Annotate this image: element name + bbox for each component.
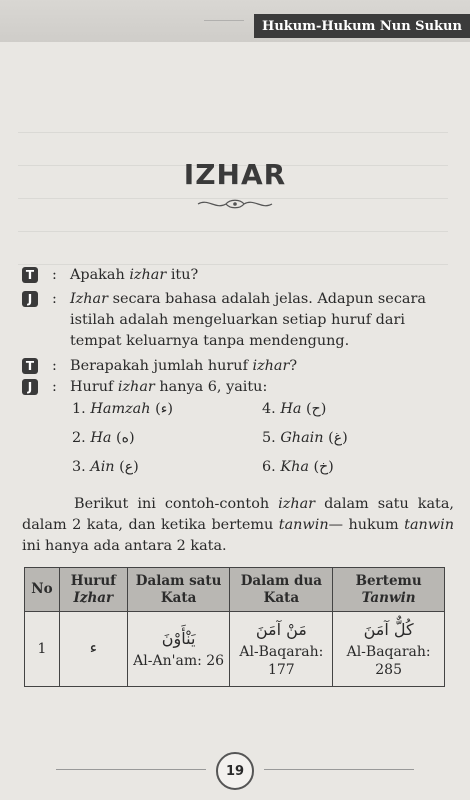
intro-paragraph: Berikut ini contoh-contoh izhar dalam satu kata, dalam 2 kata, dan ketika bertemu tanwin— hukum tanwin ini hanya ada antara 2 kata. — [22, 496, 454, 554]
table-header-row — [25, 568, 445, 612]
answer-badge: J — [22, 379, 38, 395]
col-header-no: No — [25, 568, 60, 612]
list-item: 1. Hamzah (ء) — [72, 401, 173, 417]
book-page: Hukum-Hukum Nun Sukun IZHAR T : Apakah izhar itu? J : Izhar secara bahasa adalah jelas. Adapun secara istilah adalah mengeluarkan setiap huruf dari tempat keluarnya tanpa mendengung. T : Berapakah jumlah huruf izhar? J : Huruf izhar hanya 6, yaitu: 1. Hamzah (ء) 4. Ha (ح) 2. Ha (ه) 5. Ghain (غ) 3. Ain (ع) 6. Kha (خ) Berikut ini contoh-contoh izhar dalam satu kata, dalam 2 kata, dan ketika bertemu tanwin— hukum tanwin ini hanya ada antara 2 kata. No Huruf Izhar Dalam satu Kata Dalam dua Kata Bertemu Tanwin 1 ء يَنْأَوْنَ Al-An'am: 26 مَنْ آمَنَ Al-Baqarah: 177 كُلٌّ آمَنَ Al-Baqarah: 285 19 — [0, 0, 470, 800]
footer-rule-right — [264, 769, 414, 770]
cell-satu-kata: يَنْأَوْنَ Al-An'am: 26 — [127, 612, 230, 687]
header-ornament — [204, 20, 244, 33]
col-header-huruf: Huruf Izhar — [59, 568, 127, 612]
list-item: 5. Ghain (غ) — [262, 430, 348, 446]
list-item: 4. Ha (ح) — [262, 401, 327, 417]
qa-text: Izhar secara bahasa adalah jelas. Adapun secara istilah adalah mengeluarkan setiap huruf dari tempat keluarnya tanpa mendengung. — [70, 291, 426, 349]
cell-tanwin: كُلٌّ آمَنَ Al-Baqarah: 285 — [333, 612, 445, 687]
cell-no: 1 — [25, 612, 60, 687]
chapter-title: Hukum-Hukum Nun Sukun — [254, 14, 470, 38]
page-number: 19 — [216, 752, 254, 790]
question-badge: T — [22, 267, 38, 283]
footer-rule-left — [56, 769, 206, 770]
col-header-tanwin: Bertemu Tanwin — [333, 568, 445, 612]
list-item: 6. Kha (خ) — [262, 459, 334, 475]
list-item: 2. Ha (ه) — [72, 430, 135, 446]
cell-huruf: ء — [59, 612, 127, 687]
qa-text: Huruf izhar hanya 6, yaitu: — [70, 379, 268, 395]
qa-text: Berapakah jumlah huruf izhar? — [70, 358, 298, 374]
izhar-examples-table — [24, 567, 445, 687]
running-header — [0, 0, 470, 42]
col-header-dua-kata: Dalam dua Kata — [230, 568, 333, 612]
izhar-letter-list — [72, 401, 452, 488]
col-header-satu-kata: Dalam satu Kata — [127, 568, 230, 612]
qa-text: Apakah izhar itu? — [70, 267, 199, 283]
answer-badge: J — [22, 291, 38, 307]
cell-dua-kata: مَنْ آمَنَ Al-Baqarah: 177 — [230, 612, 333, 687]
table-row — [25, 612, 445, 687]
list-item: 3. Ain (ع) — [72, 459, 139, 475]
question-badge: T — [22, 358, 38, 374]
flourish-ornament-icon — [196, 196, 274, 212]
section-title: IZHAR — [183, 158, 287, 191]
